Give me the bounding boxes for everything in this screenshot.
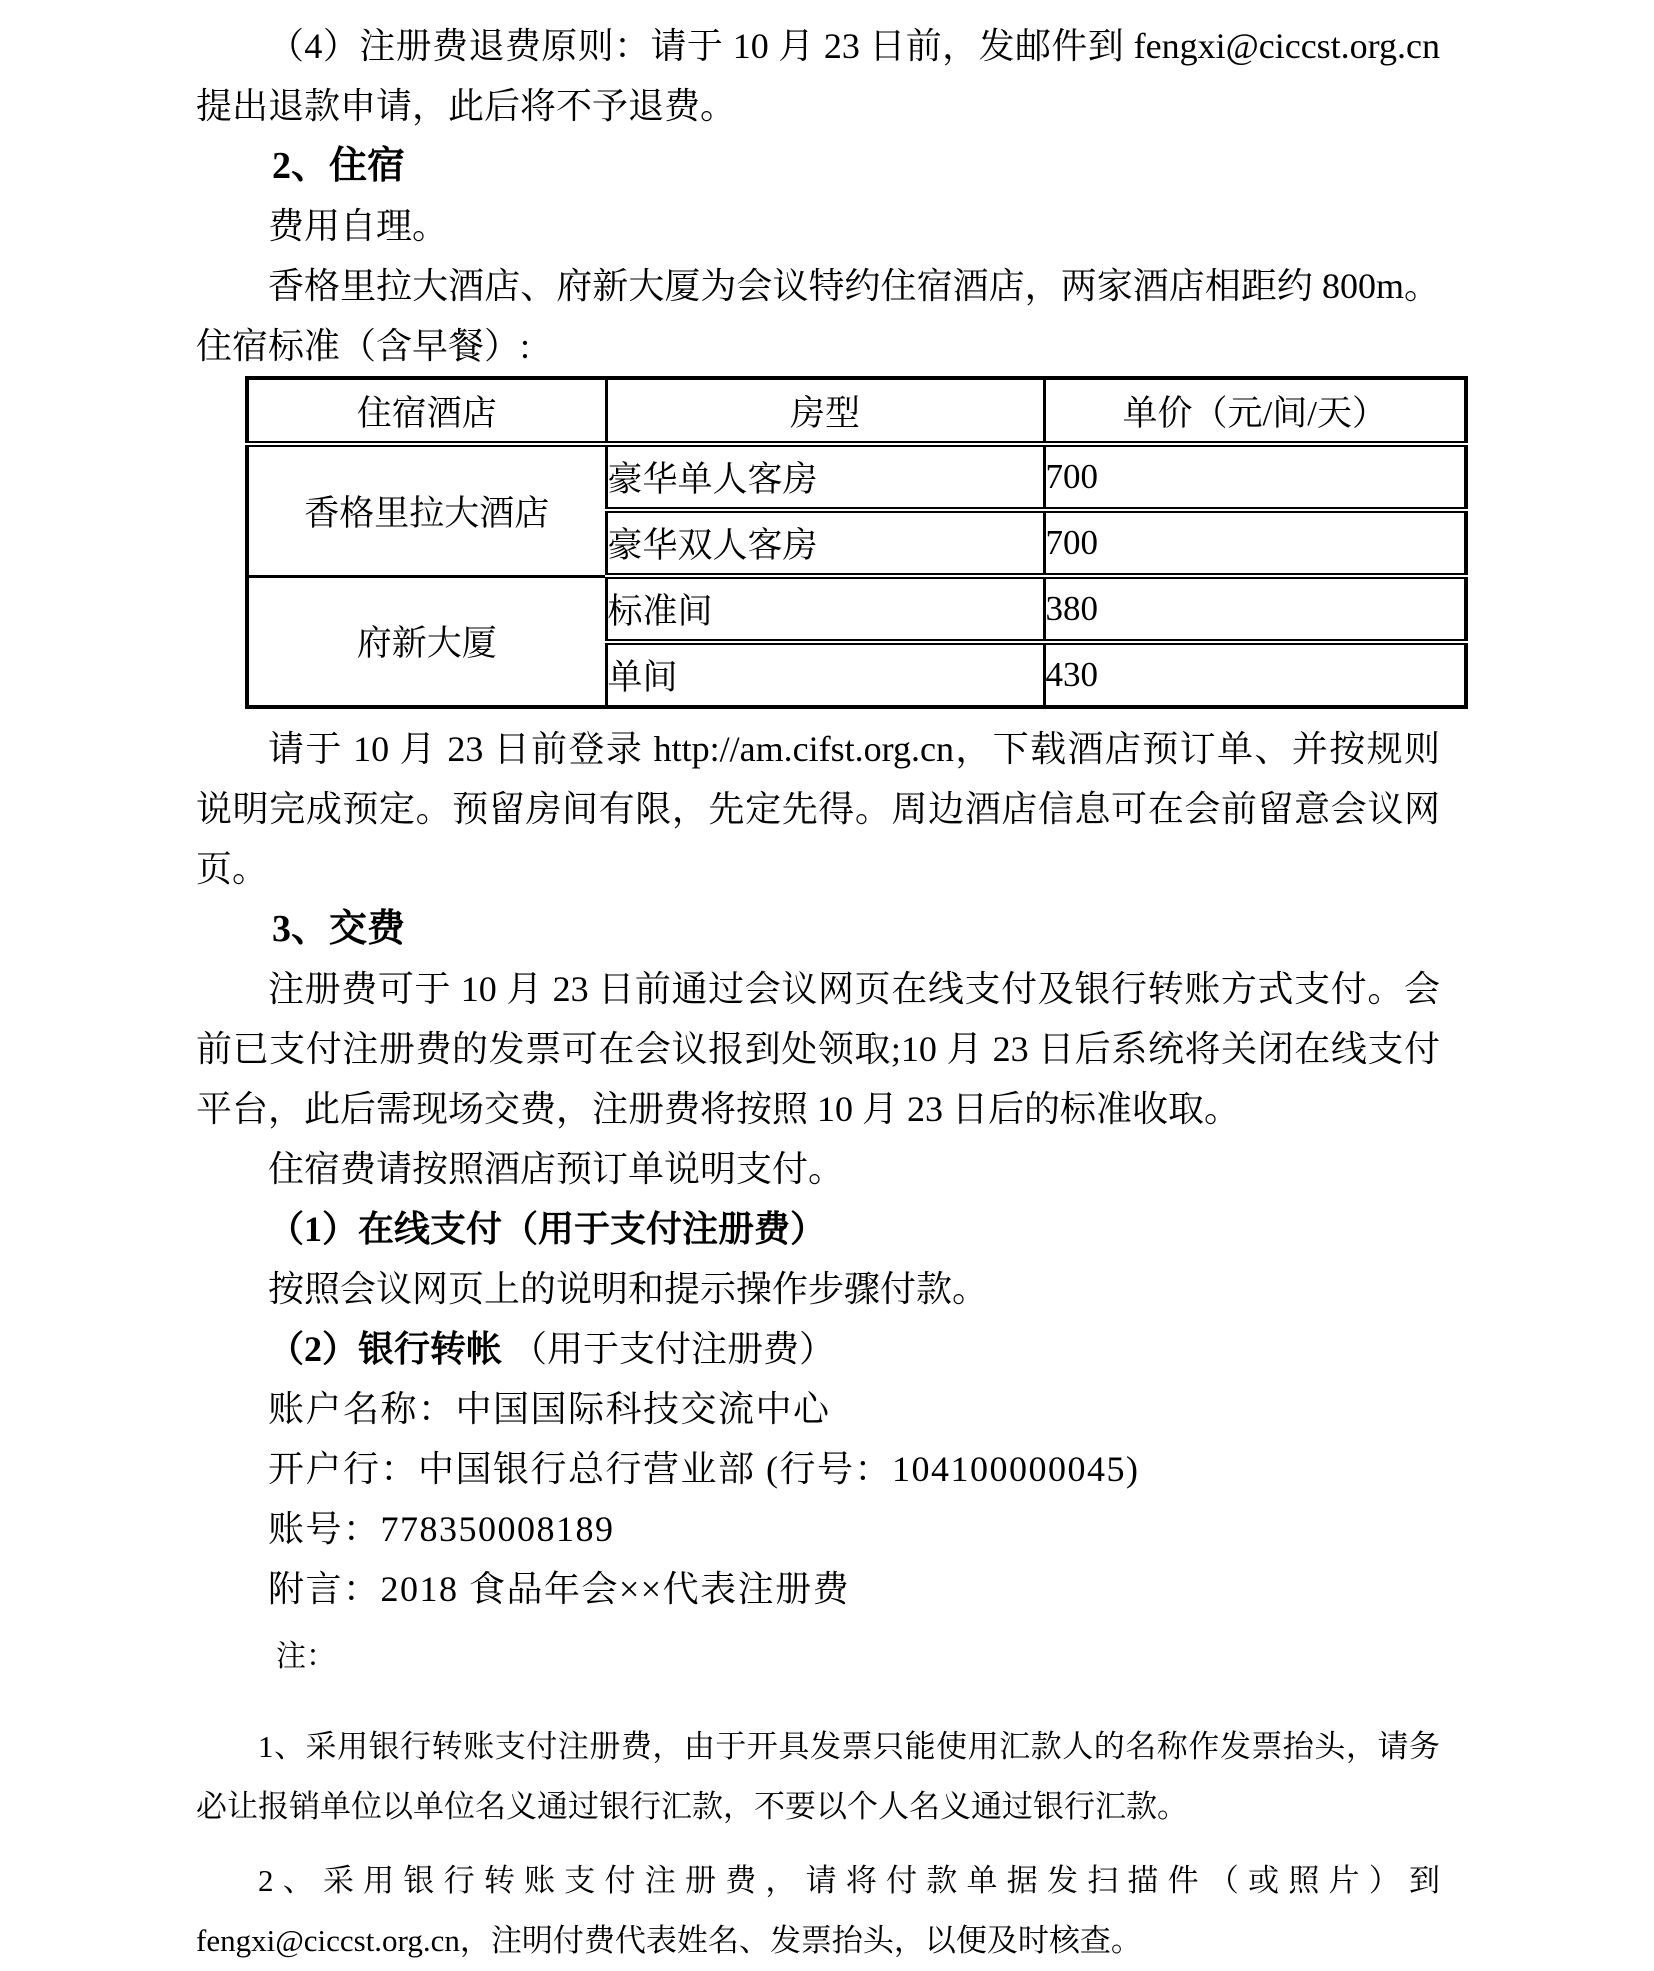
para-booking-instructions: 请于 10 月 23 日前登录 http://am.cifst.org.cn，下载酒店预订单、并按规则说明完成预定。预留房间有限，先定先得。周边酒店信息可在会前留意会议网页。: [196, 729, 1440, 889]
note-label: 注：: [276, 1640, 336, 1673]
para-account-name: 账户名称：中国国际科技交流中心: [268, 1389, 831, 1429]
para-fees-self-pay: 费用自理。: [268, 206, 449, 246]
cell-room-deluxe-single: 豪华单人客房: [606, 444, 1044, 510]
para-remark: 附言：2018 食品年会××代表注册费: [268, 1569, 851, 1609]
para-accommodation-fee: 住宿费请按照酒店预订单说明支付。: [268, 1149, 845, 1189]
para-refund-policy: （4）注册费退费原则：请于 10 月 23 日前，发邮件到 fengxi@ciccst.org.cn 提出退款申请，此后将不予退费。: [196, 26, 1440, 126]
para-account-number: 账号：778350008189: [268, 1509, 615, 1549]
heading-payment: 3、交费: [272, 908, 406, 950]
heading-accommodation: 2、住宿: [272, 145, 406, 187]
col-header-room-type: 房型: [606, 378, 1044, 444]
bank-transfer-title: （2）银行转帐: [268, 1329, 503, 1369]
cell-price-deluxe-single: 700: [1044, 444, 1466, 510]
table-header-row: [247, 378, 1466, 444]
table-row-fuxin-standard: [247, 576, 1466, 642]
para-online-payment-steps: 按照会议网页上的说明和提示操作步骤付款。: [268, 1269, 989, 1309]
para-bank-branch: 开户行：中国银行总行营业部 (行号：104100000045): [268, 1449, 1140, 1489]
cell-room-standard: 标准间: [606, 576, 1044, 642]
para-hotels-intro: 香格里拉大酒店、府新大厦为会议特约住宿酒店，两家酒店相距约 800m。住宿标准（含早餐）:: [196, 266, 1440, 366]
col-header-hotel: 住宿酒店: [247, 378, 606, 444]
heading-bank-transfer: [196, 1319, 1440, 1379]
hotel-rate-table-wrap: [245, 376, 1440, 709]
bank-transfer-purpose: （用于支付注册费）: [502, 1329, 836, 1369]
table-row-shangrila-single: [247, 444, 1466, 510]
cell-price-standard: 380: [1044, 576, 1466, 642]
cell-price-single: 430: [1044, 642, 1466, 707]
cell-hotel-shangrila: 香格里拉大酒店: [247, 444, 606, 576]
heading-online-payment: （1）在线支付（用于支付注册费）: [268, 1209, 827, 1249]
para-note-2: 2、采用银行转账支付注册费，请将付款单据发扫描件（或照片）到 fengxi@ciccst.org.cn，注明付费代表姓名、发票抬头，以便及时核查。: [196, 1863, 1440, 1958]
para-note-1: 1、采用银行转账支付注册费，由于开具发票只能使用汇款人的名称作发票抬头，请务必让报销单位以单位名义通过银行汇款，不要以个人名义通过银行汇款。: [196, 1729, 1440, 1824]
cell-room-single: 单间: [606, 642, 1044, 707]
para-payment-methods: 注册费可于 10 月 23 日前通过会议网页在线支付及银行转账方式支付。会前已支付注册费的发票可在会议报到处领取;10 月 23 日后系统将关闭在线支付平台，此后需现场交费，注册费将按照 10 月 23 日后的标准收取。: [196, 969, 1440, 1129]
col-header-price: 单价（元/间/天）: [1044, 378, 1466, 444]
hotel-rate-table: [245, 376, 1468, 709]
cell-room-deluxe-double: 豪华双人客房: [606, 510, 1044, 576]
cell-hotel-fuxin: 府新大厦: [247, 576, 606, 707]
cell-price-deluxe-double: 700: [1044, 510, 1466, 576]
